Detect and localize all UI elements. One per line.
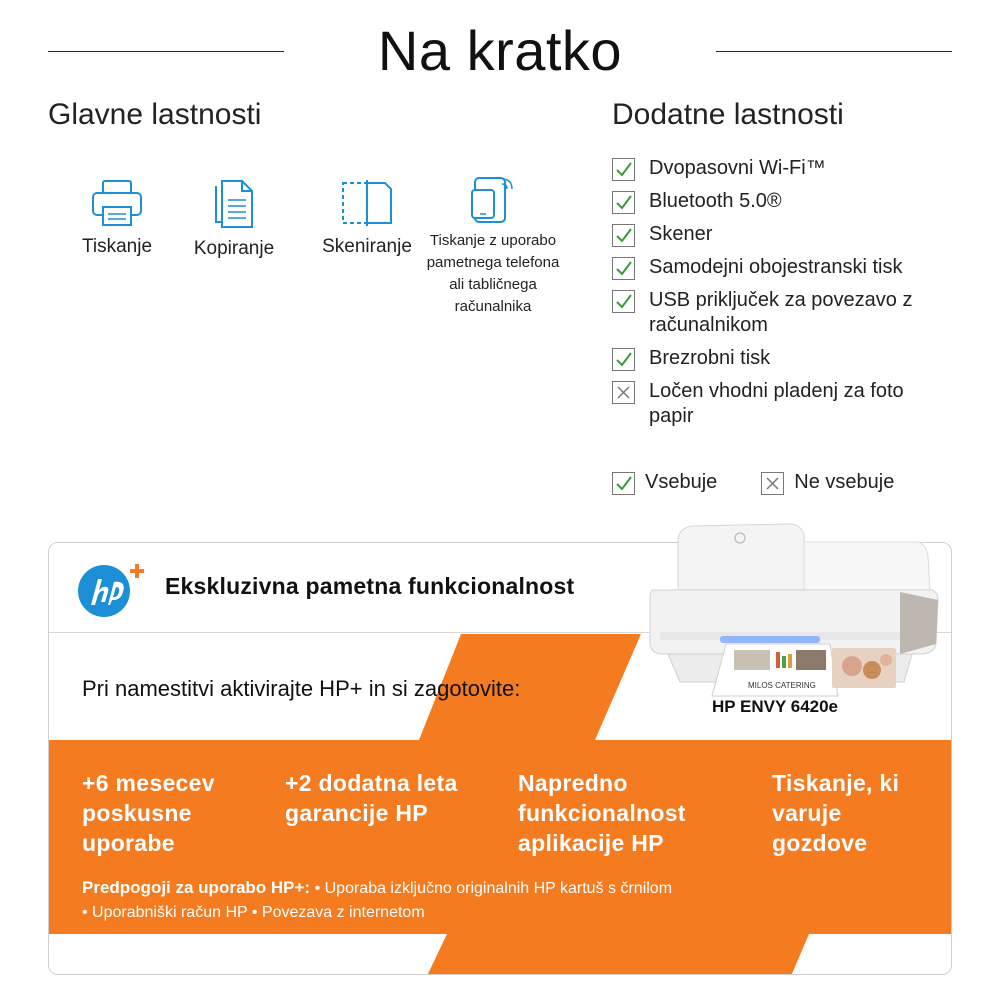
benefit-app: Napredno funkcionalnost aplikacije HP bbox=[518, 770, 686, 856]
feature-label: Tiskanje z uporabo pametnega telefona ali tabličnega računalnika bbox=[426, 232, 560, 315]
check-icon bbox=[612, 472, 635, 495]
prereq-item: Povezava z internetom bbox=[261, 904, 425, 921]
product-model: HP ENVY 6420e bbox=[712, 697, 839, 716]
list-item bbox=[612, 346, 952, 371]
cross-icon bbox=[612, 381, 635, 404]
printer-image bbox=[600, 520, 960, 700]
feature-label: Kopiranje bbox=[193, 238, 275, 259]
copy-icon bbox=[212, 178, 256, 230]
mobile-print-icon bbox=[469, 174, 517, 226]
page-title: Na kratko bbox=[377, 19, 623, 82]
legend-excluded bbox=[761, 470, 894, 495]
hp-plus-activate-text: Pri namestitvi aktivirajte HP+ in si zagotovite: bbox=[82, 676, 521, 701]
cross-icon bbox=[761, 472, 784, 495]
prereq-item: Uporaba izključno originalnih HP kartuš s črnilom bbox=[324, 880, 673, 897]
list-item bbox=[612, 222, 952, 247]
check-icon bbox=[612, 290, 635, 313]
list-item-label: Brezrobni tisk bbox=[649, 347, 771, 369]
main-features-title: Glavne lastnosti bbox=[48, 98, 262, 131]
list-item bbox=[612, 189, 952, 214]
list-item-label: Bluetooth 5.0® bbox=[649, 190, 782, 212]
prereq-bullet: • bbox=[82, 904, 93, 921]
legend-included-label: Vsebuje bbox=[645, 471, 718, 493]
hp-plus-title: Ekskluzivna pametna funkcionalnost bbox=[165, 573, 575, 599]
legend-excluded-label: Ne vsebuje bbox=[794, 471, 895, 493]
extra-features-title: Dodatne lastnosti bbox=[612, 98, 844, 131]
feature-mobile-print bbox=[422, 174, 564, 318]
list-item bbox=[612, 255, 952, 280]
list-item-label: Skener bbox=[649, 223, 713, 245]
list-item-label: USB priključek za povezavo z računalnikom bbox=[649, 289, 913, 336]
check-icon bbox=[612, 158, 635, 181]
prerequisites-title: Predpogoji za uporabo HP+: bbox=[82, 878, 311, 897]
check-icon bbox=[612, 257, 635, 280]
list-item-label: Ločen vhodni pladenj za foto papir bbox=[649, 380, 904, 427]
legend bbox=[612, 470, 938, 495]
feature-copying bbox=[188, 178, 280, 260]
extra-features-list bbox=[612, 156, 952, 437]
list-item bbox=[612, 156, 952, 181]
legend-included bbox=[612, 470, 717, 495]
list-item-label: Dvopasovni Wi-Fi™ bbox=[649, 157, 826, 179]
prereq-bullet: • bbox=[251, 904, 262, 921]
paper-text: MILOS CATERING bbox=[748, 681, 816, 690]
scan-icon bbox=[340, 178, 394, 228]
feature-label: Skeniranje bbox=[322, 236, 412, 257]
benefit-trial: +6 mesecev poskusne uporabe bbox=[82, 770, 215, 856]
list-item-label: Samodejni obojestranski tisk bbox=[649, 256, 903, 278]
list-item bbox=[612, 288, 952, 338]
feature-label: Tiskanje bbox=[81, 236, 153, 257]
check-icon bbox=[612, 191, 635, 214]
prereq-bullet: • bbox=[314, 880, 325, 897]
prereq-item: Uporabniški račun HP bbox=[92, 904, 248, 921]
benefit-warranty: +2 dodatna leta garancije HP bbox=[285, 770, 458, 826]
benefit-forest: Tiskanje, ki varuje gozdove bbox=[772, 770, 900, 856]
printer-icon bbox=[90, 178, 144, 228]
check-icon bbox=[612, 348, 635, 371]
hp-plus-logo bbox=[75, 560, 155, 618]
check-icon bbox=[612, 224, 635, 247]
prerequisites bbox=[82, 876, 842, 925]
list-item bbox=[612, 379, 952, 429]
feature-scanning bbox=[318, 178, 416, 258]
feature-printing bbox=[72, 178, 162, 258]
